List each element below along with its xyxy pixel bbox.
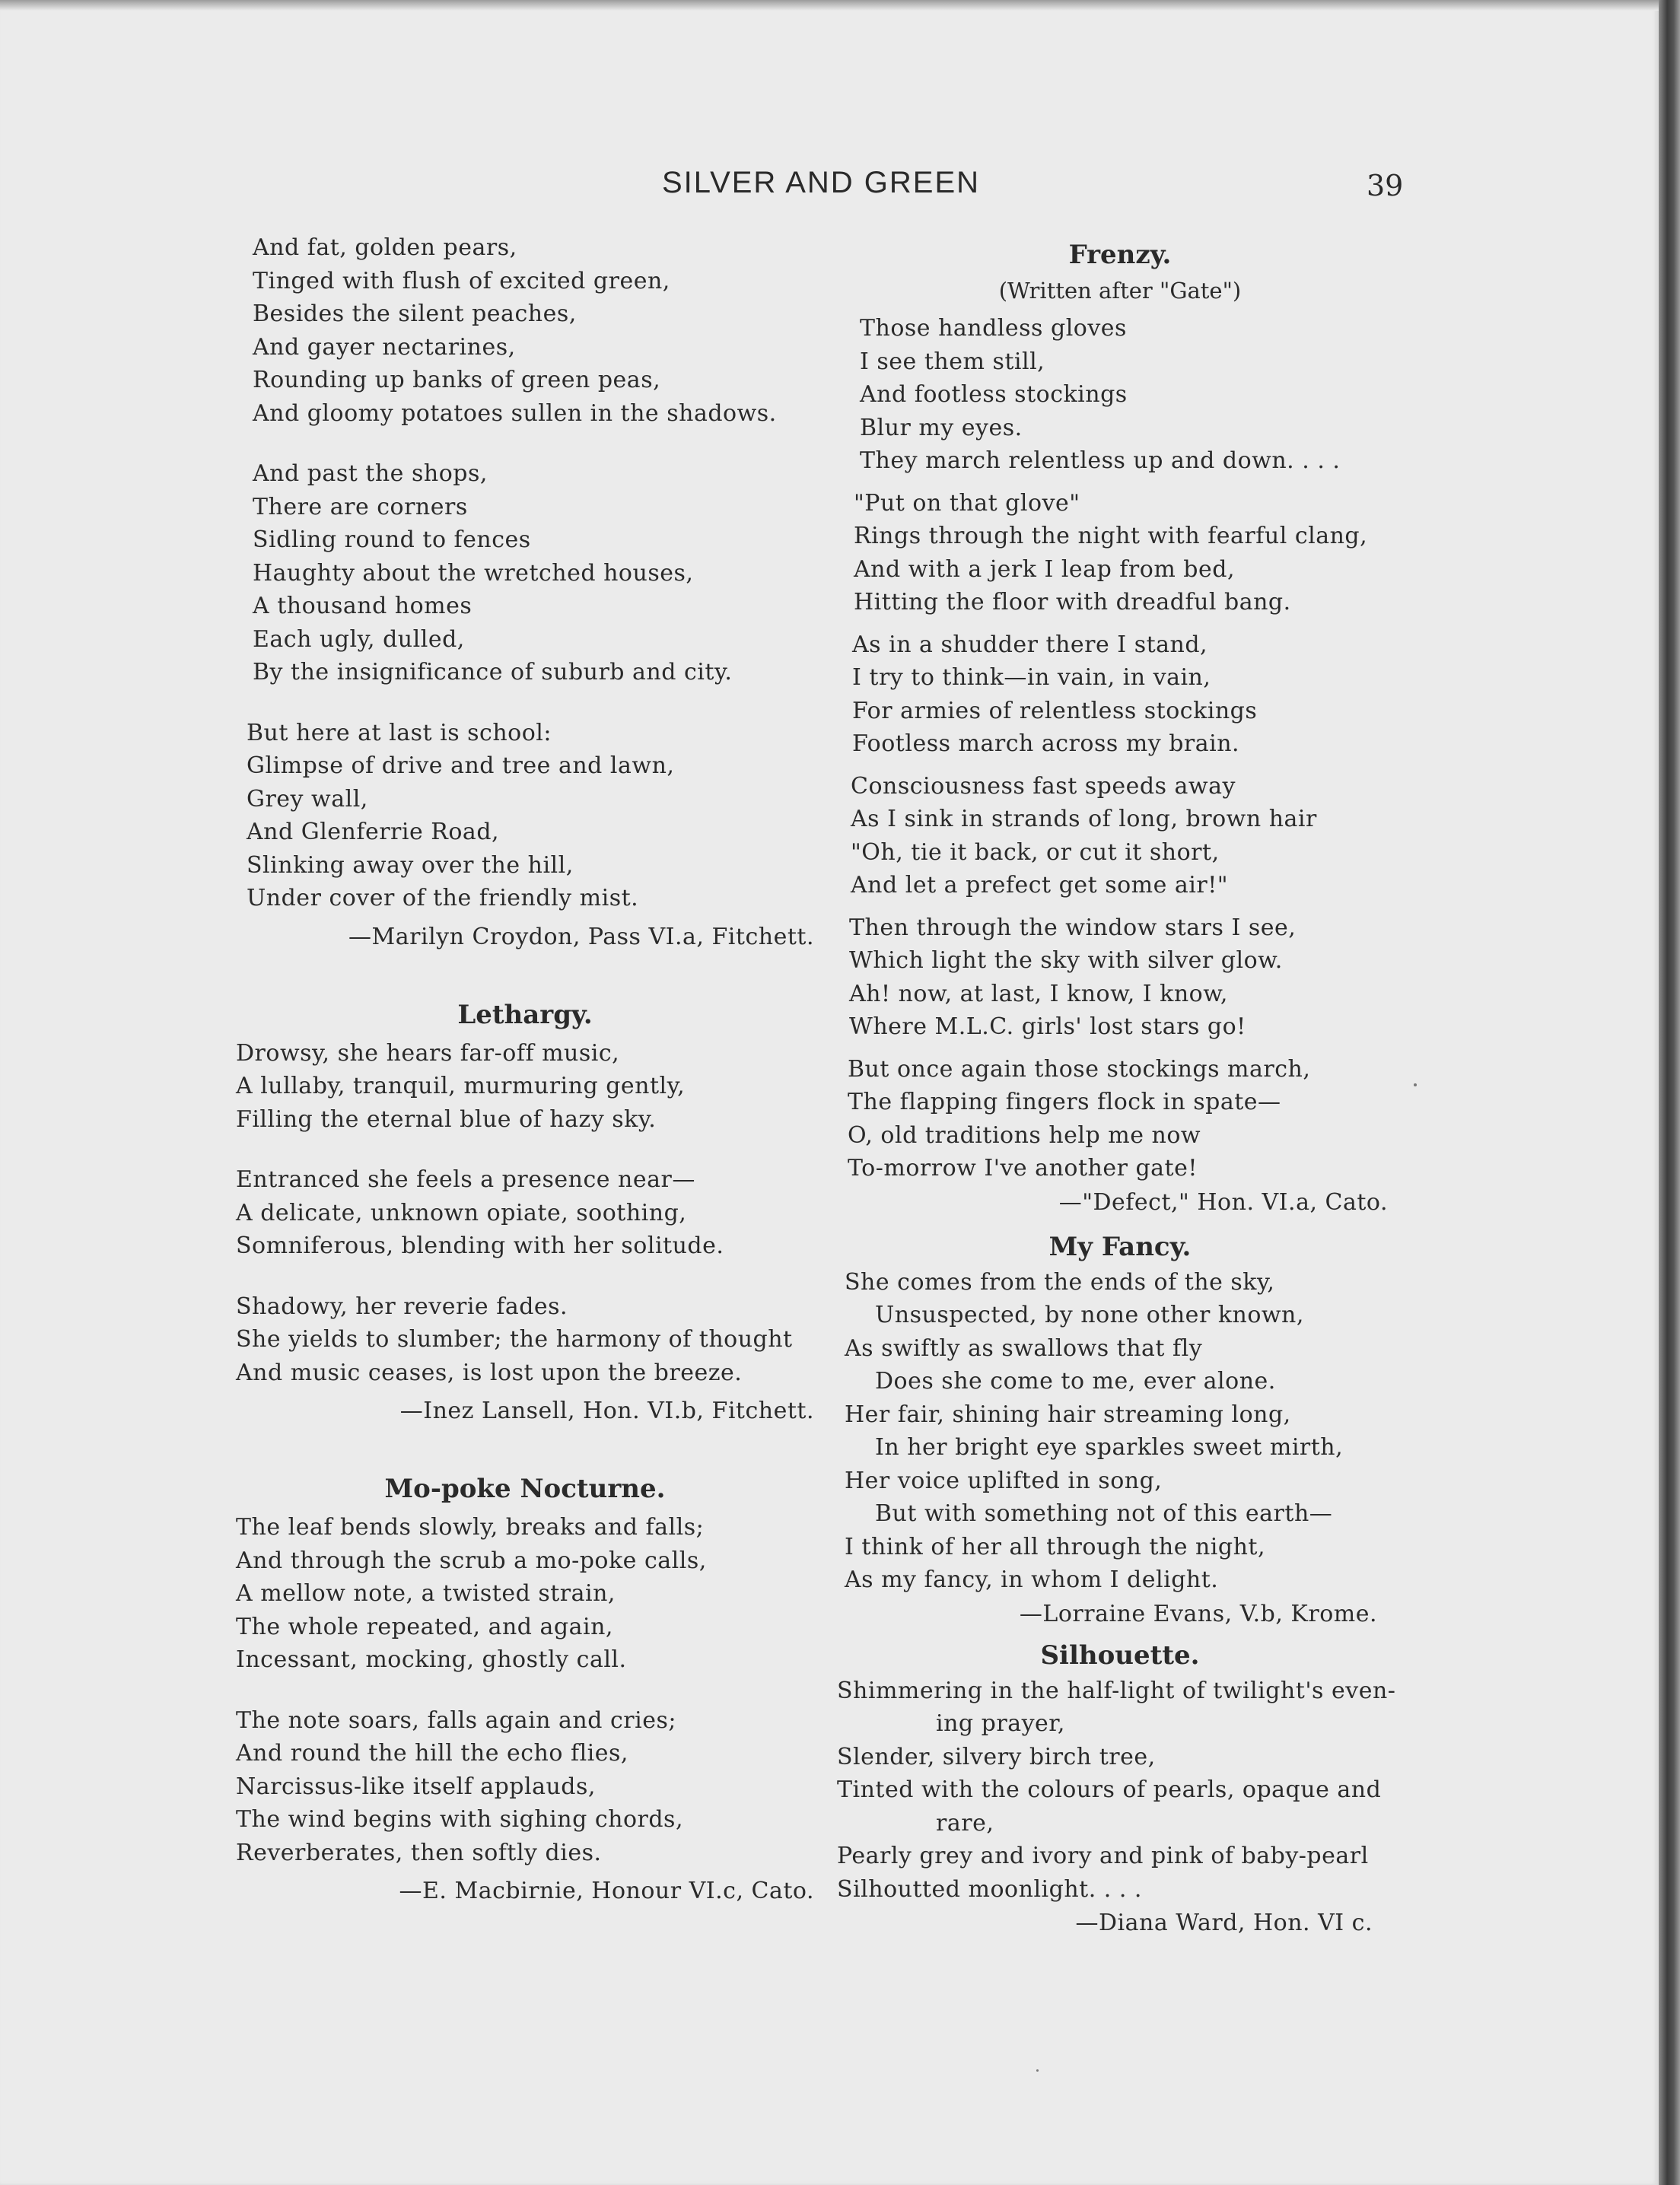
stanza xyxy=(236,1037,814,1137)
poem-line: Haughty about the wretched houses, xyxy=(253,559,694,587)
poem-title: Frenzy. xyxy=(1068,240,1172,270)
stanza xyxy=(831,487,1409,619)
stanza xyxy=(831,1053,1409,1185)
poem-title: Mo-poke Nocturne. xyxy=(384,1474,666,1504)
poem-line: As my fancy, in whom I delight. xyxy=(845,1566,1219,1593)
poem-line: Sidling round to fences xyxy=(253,526,531,553)
poem-line: The whole repeated, and again, xyxy=(236,1613,613,1640)
poem-line: Which light the sky with silver glow. xyxy=(849,947,1283,974)
section-gap xyxy=(236,955,814,996)
poem-line: Filling the eternal blue of hazy sky. xyxy=(236,1105,657,1133)
poem-line: Hitting the floor with dreadful bang. xyxy=(854,589,1291,615)
poem-title: My Fancy. xyxy=(1048,1231,1192,1262)
poem-line: But here at last is school: xyxy=(247,719,552,746)
attribution: —E. Macbirnie, Honour VI.c, Cato. xyxy=(399,1878,814,1904)
stanza-gap xyxy=(831,902,1409,911)
poem-line: "Put on that glove" xyxy=(854,489,1080,517)
poem-line: As I sink in strands of long, brown hair xyxy=(851,806,1317,832)
poem-line: Her fair, shining hair streaming long, xyxy=(845,1401,1291,1428)
stanza-gap xyxy=(831,478,1409,487)
poem-line: Narcissus-like itself applauds, xyxy=(236,1773,596,1800)
poem-line: And gayer nectarines, xyxy=(253,333,516,361)
stanza-gap xyxy=(831,1044,1409,1053)
book-binding-edge xyxy=(1659,0,1680,2185)
stanza xyxy=(831,1675,1409,1907)
paper-speck xyxy=(1414,1083,1417,1086)
poem-line: A mellow note, a twisted strain, xyxy=(236,1580,616,1607)
poem-line: Blur my eyes. xyxy=(860,414,1023,441)
poem-line: She comes from the ends of the sky, xyxy=(845,1268,1275,1296)
attribution: —Inez Lansell, Hon. VI.b, Fitchett. xyxy=(399,1398,814,1424)
attribution: —Marilyn Croydon, Pass VI.a, Fitchett. xyxy=(348,923,814,950)
stanza xyxy=(236,717,814,915)
poem-subtitle: (Written after "Gate") xyxy=(998,278,1242,304)
poem-line: Consciousness fast speeds away xyxy=(851,772,1236,800)
poem-line: The leaf bends slowly, breaks and falls; xyxy=(236,1514,705,1541)
stanza xyxy=(236,457,814,689)
section-gap xyxy=(236,1429,814,1470)
poem-line: And gloomy potatoes sullen in the shadows. xyxy=(253,399,777,427)
stanza xyxy=(831,312,1409,478)
poem-line: ing prayer, xyxy=(936,1710,1065,1737)
poem-title: Lethargy. xyxy=(457,999,593,1030)
poem-line: Besides the silent peaches, xyxy=(253,301,577,327)
poem-line: There are corners xyxy=(253,493,468,520)
poem-line: And past the shops, xyxy=(253,460,488,487)
poem-line: And music ceases, is lost upon the breeze. xyxy=(236,1359,743,1386)
poem-title: Silhouette. xyxy=(1040,1640,1200,1671)
stanza-gap xyxy=(831,619,1409,628)
poem-line: Glimpse of drive and tree and lawn, xyxy=(247,752,675,779)
poem-line: Incessant, mocking, ghostly call. xyxy=(236,1646,627,1673)
poem-line: Slender, silvery birch tree, xyxy=(837,1743,1156,1770)
poem-line: Those handless gloves xyxy=(860,315,1127,342)
poem-lethargy xyxy=(236,996,814,1430)
poem-line: For armies of relentless stockings xyxy=(852,697,1258,724)
stanza-gap xyxy=(236,430,814,457)
poem-line: Her voice uplifted in song, xyxy=(845,1467,1163,1494)
poem-line: Each ugly, dulled, xyxy=(253,625,465,653)
attribution: —Lorraine Evans, V.b, Krome. xyxy=(1019,1600,1377,1627)
poem-line: The wind begins with sighing chords, xyxy=(236,1806,683,1833)
poem-line: Then through the window stars I see, xyxy=(849,914,1297,941)
poem-line: Tinted with the colours of pearls, opaque and xyxy=(837,1776,1382,1803)
poem-line: A lullaby, tranquil, murmuring gently, xyxy=(236,1073,686,1099)
poem-silhouette xyxy=(831,1636,1409,1942)
poem-line: She yields to slumber; the harmony of thought xyxy=(236,1326,793,1353)
poem-line: O, old traditions help me now xyxy=(848,1121,1201,1149)
poem-line: I think of her all through the night, xyxy=(845,1533,1266,1560)
poem-line: rare, xyxy=(936,1809,994,1837)
section-gap xyxy=(831,1220,1409,1228)
poem-line: By the insignificance of suburb and city. xyxy=(253,659,733,685)
right-column xyxy=(831,236,1409,1941)
poem-line: They march relentless up and down. . . . xyxy=(860,447,1341,474)
poem-line: As in a shudder there I stand, xyxy=(852,631,1208,658)
poem-line: And round the hill the echo flies, xyxy=(236,1740,628,1767)
poem-my-fancy xyxy=(831,1228,1409,1632)
stanza xyxy=(236,1704,814,1870)
poem-line: And through the scrub a mo-poke calls, xyxy=(236,1547,707,1574)
poem-mopoke-nocturne xyxy=(236,1470,814,1909)
poem-line: Grey wall, xyxy=(247,785,368,813)
poem-line: Shadowy, her reverie fades. xyxy=(236,1293,568,1320)
stanza-gap xyxy=(236,1263,814,1290)
stanza xyxy=(236,231,814,430)
poem-line: And footless stockings xyxy=(860,381,1128,408)
poem-line: Somniferous, blending with her solitude. xyxy=(236,1232,724,1259)
stanza-gap xyxy=(831,761,1409,770)
stanza xyxy=(831,1266,1409,1597)
poem-line: The flapping fingers flock in spate— xyxy=(848,1089,1281,1115)
stanza xyxy=(236,1511,814,1677)
poem-line: And let a prefect get some air!" xyxy=(851,872,1229,898)
left-column xyxy=(236,231,814,1909)
poem-line: I see them still, xyxy=(860,348,1045,375)
poem-line: Ah! now, at last, I know, I know, xyxy=(849,980,1228,1007)
stanza xyxy=(831,911,1409,1044)
poem-frenzy xyxy=(831,236,1409,1220)
paper-speck xyxy=(1036,2069,1039,2072)
poem-line: A delicate, unknown opiate, soothing, xyxy=(236,1199,687,1226)
stanza xyxy=(831,628,1409,761)
poem-line: Entranced she feels a presence near— xyxy=(236,1166,695,1193)
poem-line: Shimmering in the half-light of twilight's even- xyxy=(837,1677,1396,1704)
poem-line: "Oh, tie it back, or cut it short, xyxy=(851,838,1220,866)
poem-line: Where M.L.C. girls' lost stars go! xyxy=(849,1013,1246,1040)
attribution: —Diana Ward, Hon. VI c. xyxy=(1075,1910,1373,1936)
stanza-gap xyxy=(236,689,814,717)
poem-line: But once again those stockings march, xyxy=(848,1055,1311,1083)
poem-line: As swiftly as swallows that fly xyxy=(845,1334,1203,1362)
attribution: —"Defect," Hon. VI.a, Cato. xyxy=(1058,1188,1388,1216)
poem-line: Unsuspected, by none other known, xyxy=(875,1302,1304,1328)
poem-line: The note soars, falls again and cries; xyxy=(236,1706,676,1734)
poem-line: And fat, golden pears, xyxy=(253,234,517,261)
poem-line: Pearly grey and ivory and pink of baby-pearl xyxy=(837,1843,1369,1869)
running-head: SILVER AND GREEN xyxy=(662,166,981,199)
poem-continuation xyxy=(236,231,814,955)
poem-line: Rounding up banks of green peas, xyxy=(253,367,661,393)
poem-line: Silhoutted moonlight. . . . xyxy=(837,1875,1142,1903)
page-number: 39 xyxy=(1367,169,1404,202)
stanza xyxy=(831,770,1409,902)
poem-line: But with something not of this earth— xyxy=(875,1500,1333,1527)
poem-line: Rings through the night with fearful clang, xyxy=(854,523,1368,549)
poem-line: A thousand homes xyxy=(253,593,473,619)
poem-line: Does she come to me, ever alone. xyxy=(875,1368,1276,1395)
poem-line: Reverberates, then softly dies. xyxy=(236,1839,602,1866)
stanza xyxy=(236,1163,814,1263)
poem-line: Slinking away over the hill, xyxy=(247,851,574,879)
poem-line: Tinged with flush of excited green, xyxy=(253,267,670,294)
poem-line: Drowsy, she hears far-off music, xyxy=(236,1039,620,1067)
page-header xyxy=(0,166,1659,212)
poem-line: I try to think—in vain, in vain, xyxy=(852,664,1211,691)
stanza-gap xyxy=(236,1136,814,1163)
poem-line: And Glenferrie Road, xyxy=(247,819,500,845)
stanza-gap xyxy=(236,1677,814,1704)
stanza xyxy=(236,1290,814,1390)
poem-line: Footless march across my brain. xyxy=(852,730,1240,757)
poem-line: To-morrow I've another gate! xyxy=(848,1155,1198,1182)
poem-line: And with a jerk I leap from bed, xyxy=(854,555,1235,583)
poem-line: Under cover of the friendly mist. xyxy=(247,885,639,911)
poem-line: In her bright eye sparkles sweet mirth, xyxy=(875,1434,1344,1461)
page-top-edge xyxy=(0,0,1659,11)
